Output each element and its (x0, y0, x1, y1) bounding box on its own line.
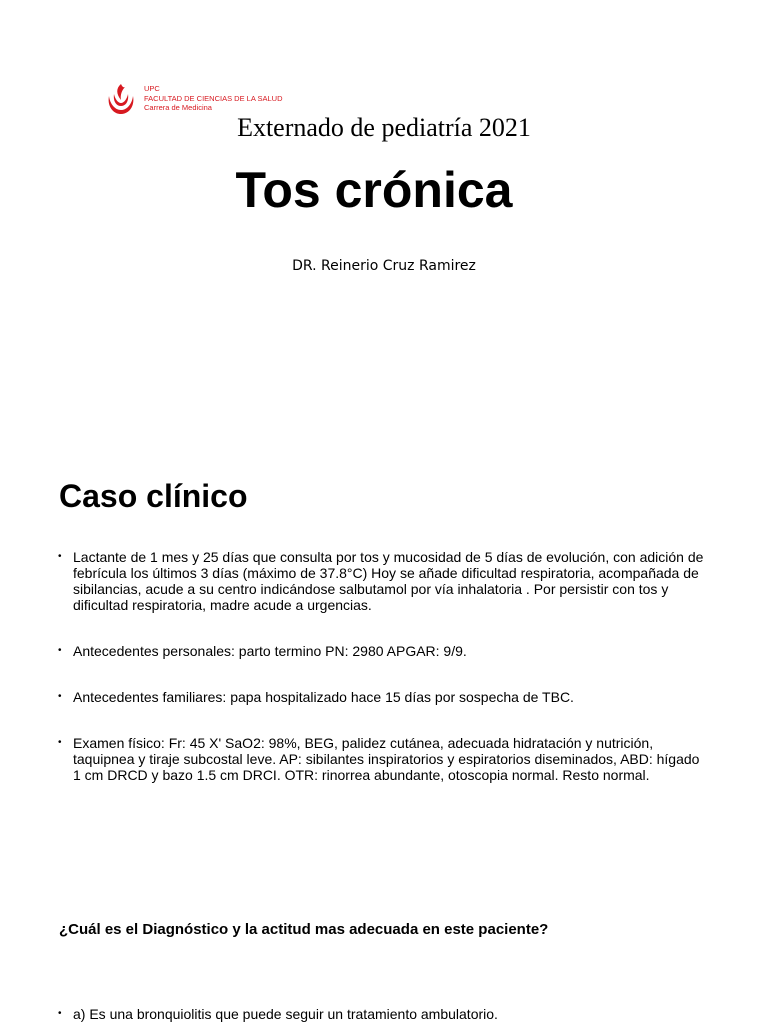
bullet-icon: • (58, 551, 62, 562)
personal-history-text: Antecedentes personales: parto termino PN: 2980 APGAR: 9/9. (73, 643, 467, 659)
physical-exam-text: Examen físico: Fr: 45 X' SaO2: 98%, BEG, palidez cutánea, adecuada hidratación y nutrición, taquipnea y tiraje subcostal leve. AP: sibilantes inspiratorios y espiratorios diseminados, ABD: hígado 1 cm DRCD y bazo 1.5 cm DRCI. OTR: rinorrea abundante, otoscopia normal. Resto normal. (73, 735, 700, 783)
bullet-icon: • (58, 1008, 62, 1019)
logo-line-faculty: FACULTAD DE CIENCIAS DE LA SALUD (144, 93, 283, 103)
answer-option-a (58, 1006, 708, 1022)
list-item (58, 643, 708, 659)
family-history-text: Antecedentes familiares: papa hospitalizado hace 15 días por sospecha de TBC. (73, 689, 574, 705)
bullet-icon: • (58, 737, 62, 748)
bullet-icon: • (58, 645, 62, 656)
bullet-icon: • (58, 691, 62, 702)
logo-line-upc: UPC (144, 84, 160, 93)
logo-text (144, 84, 283, 113)
logo-line-career: Carrera de Medicina (144, 103, 212, 112)
section-title: Caso clínico (59, 478, 248, 514)
course-title: Externado de pediatría 2021 (237, 113, 531, 142)
answer-option-text: a) Es una bronquiolitis que puede seguir un tratamiento ambulatorio. (73, 1006, 498, 1022)
list-item (58, 549, 708, 613)
author-name: DR. Reinerio Cruz Ramirez (292, 258, 476, 274)
answer-options (58, 1006, 708, 1022)
case-history-text: Lactante de 1 mes y 25 días que consulta por tos y mucosidad de 5 días de evolución, con adición de febrícula los últimos 3 días (máximo de 37.8°C) Hoy se añade dificultad respiratoria, acompañada de sibilancias, acude a su centro indicándose salbutamol por vía inhalatoria . Por persistir con tos y dificultad respiratoria, madre acude a urgencias. (73, 549, 704, 613)
list-item (58, 689, 708, 705)
question-heading: ¿Cuál es el Diagnóstico y la actitud mas adecuada en este paciente? (59, 921, 549, 938)
page-title: Tos crónica (235, 162, 513, 218)
list-item (58, 735, 708, 783)
case-bullet-list (58, 549, 708, 783)
